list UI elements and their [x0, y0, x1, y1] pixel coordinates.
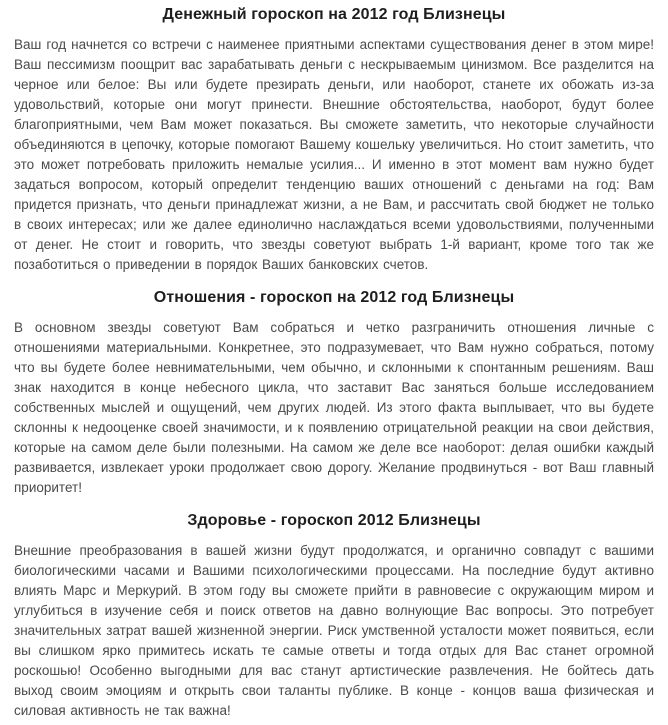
money-section-body: Ваш год начнется со встречи с наименее приятными аспектами существования денег в этом мире! Ваш пессимизм поощрит вас зарабатывать деньги с нескрываемым цинизмом. Все разделится на черное или белое: Вы или будете презирать деньги, или наоборот, станете их обожать из-за удовольствий, которые они могут принести. Внешние обстоятельства, наоборот, будут более благоприятными, чем Вам может показаться. Вы сможете заметить, что некоторые случайности объединяются в цепочку, которые помогают Вашему кошельку увеличиться. Но стоит заметить, что это может потребовать приложить немалые усилия... И именно в этот момент вам нужно будет задаться вопросом, который определит тенденцию ваших отношений с деньгами на год: Вам придется признать, что деньги принадлежат жизни, а не Вам, и рассчитать свой бюджет не только в своих интересах; или же далее единолично наслаждаться всеми удовольствиями, полученными от денег. Не стоит и говорить, что звезды советуют выбрать 1-й вариант, кроме того так же позаботиться о приведении в порядок Ваших банковских счетов.	[14, 37, 654, 272]
health-section-heading: Здоровье - гороскоп 2012 Близнецы	[187, 512, 481, 529]
money-section-heading: Денежный гороскоп на 2012 год Близнецы	[162, 6, 506, 23]
section-relationships	[14, 289, 654, 498]
health-section-body: Внешние преобразования в вашей жизни будут продолжатся, и органично совпадут с вашими биологическими часами и Вашими психологическими процессами. На последние будут активно влиять Марс и Меркурий. В этом году вы сможете прийти в равновесие с окружающим миром и углубиться в изучение себя и поиск ответов на давно волнующие Вас вопросы. Это потребует значительных затрат вашей жизненной энергии. Риск умственной усталости может появиться, если вы слишком ярко примитесь искать те самые ответы и тогда отдых для Вас станет огромной роскошью! Особенно выгодными для вас станут артистические развлечения. Не бойтесь дать выход своим эмоциям и открыть свои таланты публике. В конце - концов ваша физическая и силовая активность не так важна!	[14, 543, 654, 718]
section-health	[14, 512, 654, 721]
section-money	[14, 6, 654, 275]
relationships-section-body: В основном звезды советуют Вам собраться и четко разграничить отношения личные с отношениями материальными. Конкретнее, это подразумевает, что Вам нужно собраться, потому что вы будете более невнимательными, чем обычно, и склонными к спонтанным решениям. Ваш знак находится в конце небесного цикла, что заставит Вас заняться больше исследованием собственных мыслей и ощущений, чем других людей. Из этого факта выплывает, что вы будете склонны к недооценке своей значимости, и к появлению отрицательной реакции на свои действия, которые на самом деле были полезными. На самом же деле все наоборот: делая ошибки каждый развивается, извлекает уроки продолжает свою дорогу. Желание продвинуться - вот Ваш главный приоритет!	[14, 320, 654, 495]
relationships-section-heading: Отношения - гороскоп на 2012 год Близнецы	[153, 289, 515, 306]
